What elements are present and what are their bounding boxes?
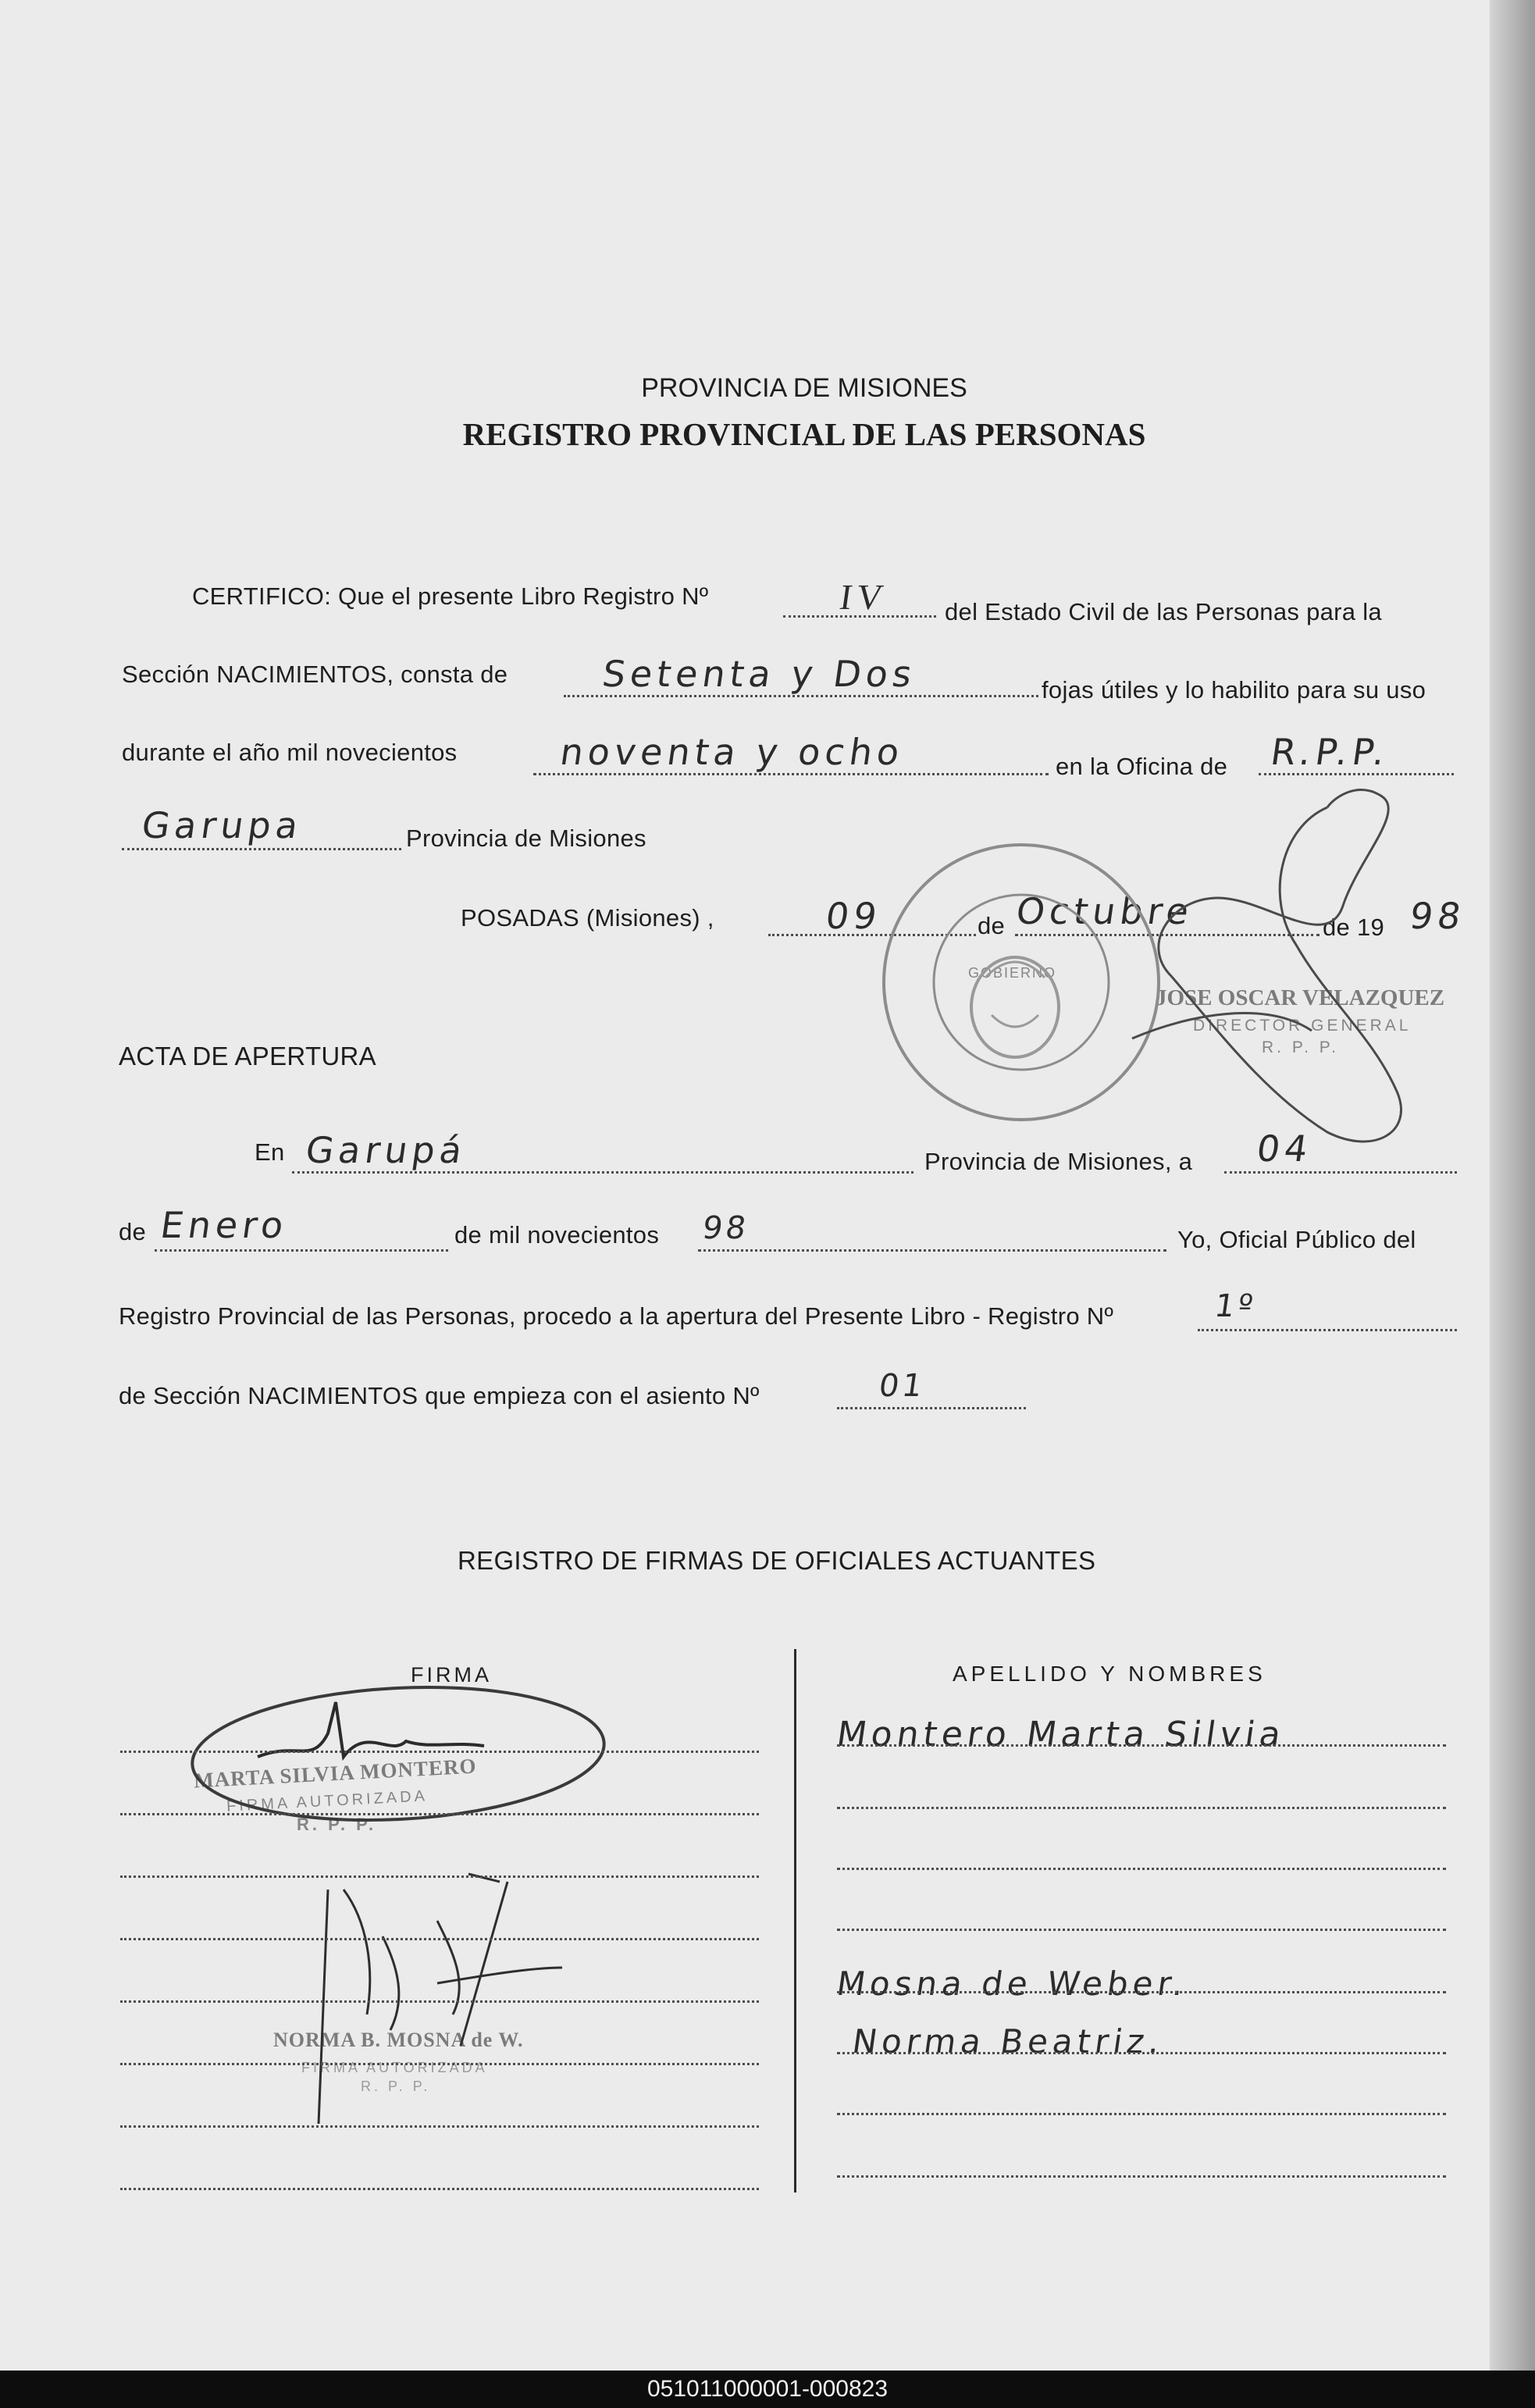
stamp2-org: R. P. P. — [361, 2079, 431, 2094]
apertura-line2-de: de — [119, 1218, 147, 1245]
firma-column-header: FIRMA — [411, 1663, 492, 1687]
circular-seal-icon — [884, 845, 1159, 1120]
firma-row-line — [120, 2188, 759, 2190]
apertura-line2-tail: Yo, Oficial Público del — [1177, 1226, 1416, 1253]
date-de-1: de — [978, 912, 1006, 939]
nombres-row-line — [837, 1744, 1446, 1747]
apertura-line1-tail: Provincia de Misiones, a — [924, 1148, 1193, 1175]
cert-line2-text: Sección NACIMIENTOS, consta de — [122, 661, 508, 688]
apertura-line3-text: Registro Provincial de las Personas, procedo a la apertura del Presente Libro - Registro Nº — [119, 1302, 1114, 1330]
folios-value: Setenta y Dos — [600, 653, 920, 695]
director-stamp-org: R. P. P. — [1262, 1038, 1339, 1056]
cert-line1-tail: del Estado Civil de las Personas para la — [945, 598, 1382, 625]
registry-heading: REGISTRO PROVINCIAL DE LAS PERSONAS — [462, 416, 1146, 452]
office-value: R.P.P. — [1268, 731, 1393, 773]
stamp2-name: NORMA B. MOSNA de W. — [273, 2029, 524, 2051]
apertura-line1-text: En — [255, 1138, 285, 1166]
cert-line3-text: durante el año mil novecientos — [122, 739, 458, 766]
name-entry-1: Montero Marta Silvia — [834, 1715, 1288, 1754]
firma-row-line — [120, 2063, 759, 2065]
nombres-column-header: APELLIDO Y NOMBRES — [953, 1662, 1266, 1686]
date-place: POSADAS (Misiones) , — [461, 904, 714, 931]
date-de-2: de 19 — [1323, 914, 1385, 941]
firma-row-line — [120, 1875, 759, 1878]
book-number-value: IV — [837, 577, 891, 617]
nombres-row-line — [837, 1807, 1446, 1809]
stamp2-title: FIRMA AUTORIZADA — [301, 2060, 488, 2075]
image-code-footer: 051011000001-000823 — [0, 2371, 1535, 2408]
nombres-row-line — [837, 2052, 1446, 2054]
firma-row-line — [120, 2125, 759, 2128]
name-entry-3: Norma Beatriz. — [849, 2022, 1167, 2061]
cert-line1-text: CERTIFICO: Que el presente Libro Registro Nº — [192, 582, 709, 610]
signature2-icon — [319, 1874, 562, 2124]
firma-row-line — [120, 1813, 759, 1815]
month-value: Octubre — [1013, 890, 1196, 932]
cert-line3-tail: en la Oficina de — [1056, 753, 1228, 780]
name-entry-2: Mosna de Weber. — [834, 1965, 1191, 2003]
signatures-title: REGISTRO DE FIRMAS DE OFICIALES ACTUANTES — [458, 1546, 1096, 1575]
nombres-row-line — [837, 2175, 1446, 2178]
cert-line2-tail: fojas útiles y lo habilito para su uso — [1042, 676, 1426, 704]
day-value: 09 — [823, 895, 885, 937]
locality-value: Garupa — [139, 804, 306, 846]
signature1-icon — [258, 1702, 484, 1757]
apertura-book-value: 1º — [1212, 1288, 1259, 1324]
nombres-row-line — [837, 1929, 1446, 1931]
apertura-line2-mid: de mil novecientos — [454, 1221, 660, 1249]
stamp1-title: FIRMA AUTORIZADA — [226, 1787, 429, 1815]
apertura-day-value: 04 — [1254, 1127, 1316, 1170]
director-stamp-name: JOSE OSCAR VELAZQUEZ — [1156, 985, 1445, 1010]
year-value: noventa y ocho — [557, 731, 907, 773]
province-heading: PROVINCIA DE MISIONES — [641, 373, 967, 403]
director-signature-icon — [1132, 790, 1401, 1142]
apertura-place-value: Garupá — [303, 1129, 470, 1171]
cert-line4-tail: Provincia de Misiones — [406, 825, 646, 852]
apertura-year-value: 98 — [700, 1210, 752, 1246]
apertura-line4-text: de Sección NACIMIENTOS que empieza con el asiento Nº — [119, 1382, 760, 1409]
apertura-title: ACTA DE APERTURA — [119, 1042, 376, 1070]
firma-row-line — [120, 2000, 759, 2003]
stamp1-name: MARTA SILVIA MONTERO — [193, 1754, 478, 1793]
firma-row-line — [120, 1938, 759, 1940]
apertura-entry-value: 01 — [876, 1368, 928, 1404]
nombres-row-line — [837, 1991, 1446, 1993]
apertura-month-value: Enero — [158, 1204, 291, 1246]
firma-row-line — [120, 1751, 759, 1753]
year-suffix-value: 98 — [1407, 895, 1469, 937]
nombres-row-line — [837, 1868, 1446, 1870]
director-stamp-title: DIRECTOR GENERAL — [1193, 1017, 1412, 1035]
nombres-row-line — [837, 2113, 1446, 2115]
seal-center-text: GOBIERNO — [968, 965, 1057, 981]
stamp1-oval-icon — [189, 1677, 607, 1829]
stamp1-org: R. P. P. — [297, 1815, 377, 1834]
